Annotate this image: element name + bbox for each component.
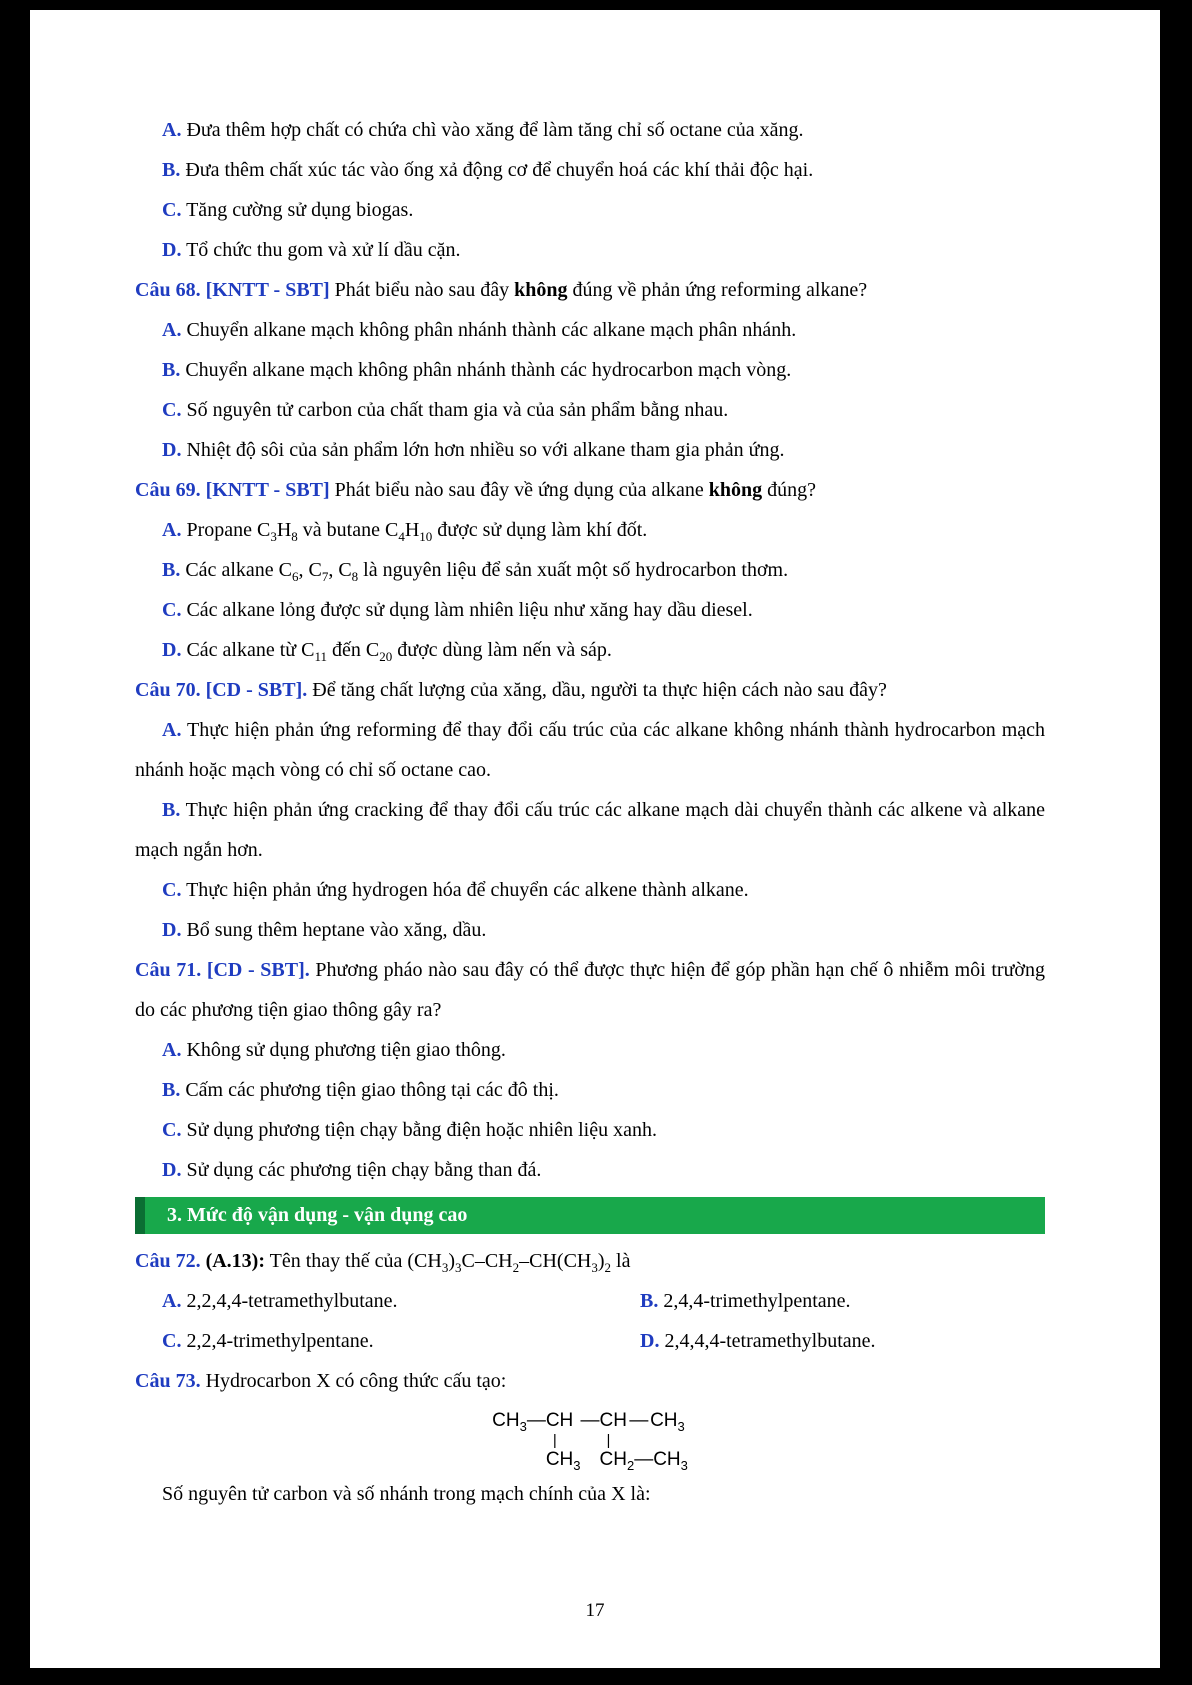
option-letter: B. xyxy=(162,1079,181,1101)
option-letter: D. xyxy=(162,239,182,261)
formula-group: CH xyxy=(599,1410,627,1431)
option-row xyxy=(135,110,1045,150)
option-text: Đưa thêm chất xúc tác vào ống xả động cơ để chuyển hoá các khí thải độc hại. xyxy=(185,159,814,181)
option-letter: B. xyxy=(162,359,181,381)
option-row xyxy=(135,710,1045,790)
option-row xyxy=(135,350,1045,390)
vertical-bond: | xyxy=(552,1432,557,1449)
question-stem-row xyxy=(135,950,1045,1030)
option-row xyxy=(135,630,1045,670)
formula-spacer xyxy=(650,1433,688,1448)
option-letter: D. xyxy=(162,1159,182,1181)
option-row xyxy=(135,510,1045,550)
question-stem-row xyxy=(135,670,1045,710)
option-letter: A. xyxy=(162,519,182,541)
options-two-col xyxy=(162,1281,1045,1361)
option-letter: A. xyxy=(162,1039,182,1061)
option-text: Thực hiện phản ứng hydrogen hóa để chuyển các alkene thành alkane. xyxy=(186,879,749,901)
vertical-bond: | xyxy=(606,1432,611,1449)
formula-spacer xyxy=(492,1433,527,1448)
formula-group: $CH_3$ xyxy=(650,1410,685,1434)
option-text: Chuyển alkane mạch không phân nhánh thành các hydrocarbon mạch vòng. xyxy=(185,359,792,381)
question-stem: Tên thay thế của $(CH_3)_3C-CH_2-CH(CH_3)_2$ là xyxy=(269,1250,631,1275)
formula-main-chain xyxy=(492,1409,688,1433)
option-row xyxy=(135,910,1045,950)
option-row xyxy=(640,1321,1045,1361)
option-letter: B. xyxy=(162,799,181,821)
option-letter: A. xyxy=(162,719,182,741)
page-number: 17 xyxy=(585,1600,605,1621)
question-stem-row xyxy=(135,1241,1045,1281)
option-letter: D. xyxy=(162,439,182,461)
option-letter: D. xyxy=(640,1330,660,1352)
option-text: Thực hiện phản ứng reforming để thay đổi cấu trúc của các alkane không nhánh thành hydrocarbon mạch nhánh hoặc mạch vòng có chỉ số octane cao. xyxy=(135,719,1045,781)
question-label: Câu 69. [KNTT - SBT] xyxy=(135,479,330,501)
question-label: Câu 68. [KNTT - SBT] xyxy=(135,279,330,301)
option-letter: C. xyxy=(162,199,182,221)
question-label: Câu 72. xyxy=(135,1250,201,1272)
question-label: Câu 71. [CD - SBT]. xyxy=(135,959,310,981)
formula-spacer xyxy=(629,1433,650,1448)
option-letter: B. xyxy=(162,559,181,581)
option-text: 2,4,4-trimethylpentane. xyxy=(663,1290,851,1312)
option-row xyxy=(135,550,1045,590)
formula-substituent: $CH_2—CH_3$ xyxy=(599,1449,688,1473)
bond-dash: — xyxy=(629,1410,649,1431)
formula-spacer xyxy=(527,1433,546,1448)
formula-spacer xyxy=(527,1448,546,1472)
question-stem-row xyxy=(135,270,1045,310)
option-text: Không sử dụng phương tiện giao thông. xyxy=(186,1039,506,1061)
bond-dash: — xyxy=(526,1410,546,1431)
page-content xyxy=(30,10,1160,1514)
option-row xyxy=(135,790,1045,870)
option-letter: A. xyxy=(162,1290,182,1312)
option-text: Nhiệt độ sôi của sản phẩm lớn hơn nhiều so với alkane tham gia phản ứng. xyxy=(186,439,785,461)
question-stem-row xyxy=(135,1361,1045,1401)
option-text: Tổ chức thu gom và xử lí dầu cặn. xyxy=(186,239,461,261)
formula-spacer xyxy=(581,1433,600,1448)
formula-spacer xyxy=(581,1448,600,1472)
option-row xyxy=(135,190,1045,230)
question-followup-text: Số nguyên tử carbon và số nhánh trong mạch chính của X là: xyxy=(162,1483,651,1505)
option-text: Chuyển alkane mạch không phân nhánh thành các alkane mạch phân nhánh. xyxy=(186,319,797,341)
option-row xyxy=(162,1281,640,1321)
option-row xyxy=(135,150,1045,190)
question-stem: Để tăng chất lượng của xăng, dầu, người ta thực hiện cách nào sau đây? xyxy=(312,679,887,701)
question-followup xyxy=(135,1474,1045,1514)
question-stem: Phát biểu nào sau đây về ứng dụng của alkane không đúng? xyxy=(334,479,816,501)
question-label: Câu 73. xyxy=(135,1370,201,1392)
option-letter: A. xyxy=(162,119,182,141)
option-letter: A. xyxy=(162,319,182,341)
option-letter: B. xyxy=(640,1290,659,1312)
formula-substituent-row xyxy=(492,1448,688,1472)
section-banner xyxy=(135,1197,1045,1234)
option-text: 2,2,4,4-tetramethylbutane. xyxy=(186,1290,398,1312)
option-text: Đưa thêm hợp chất có chứa chì vào xăng để làm tăng chỉ số octane của xăng. xyxy=(186,119,804,141)
option-row xyxy=(135,230,1045,270)
option-letter: D. xyxy=(162,639,182,661)
option-text: Propane $C_3H_8$ và butane $C_4H_{10}$ được sử dụng làm khí đốt. xyxy=(186,519,648,544)
option-letter: C. xyxy=(162,1119,182,1141)
option-row xyxy=(135,1030,1045,1070)
document-page xyxy=(30,10,1160,1668)
option-text: Sử dụng các phương tiện chạy bằng than đá. xyxy=(186,1159,542,1181)
option-row xyxy=(135,1150,1045,1190)
question-stem: Phương pháo nào sau đây có thể được thực hiện để góp phần hạn chế ô nhiễm môi trường do các phương tiện giao thông gây ra? xyxy=(135,959,1046,1021)
option-row xyxy=(135,430,1045,470)
option-text: 2,2,4-trimethylpentane. xyxy=(186,1330,374,1352)
option-letter: C. xyxy=(162,599,182,621)
option-letter: C. xyxy=(162,399,182,421)
option-text: Cấm các phương tiện giao thông tại các đô thị. xyxy=(185,1079,559,1101)
bond-dash: — xyxy=(580,1410,600,1431)
option-text: Số nguyên tử carbon của chất tham gia và của sản phẩm bằng nhau. xyxy=(186,399,729,421)
option-text: Sử dụng phương tiện chạy bằng điện hoặc nhiên liệu xanh. xyxy=(186,1119,657,1141)
option-letter: C. xyxy=(162,1330,182,1352)
formula-substituent: $CH_3$ xyxy=(545,1449,581,1473)
question-sublabel: (A.13): xyxy=(205,1250,266,1272)
option-letter: C. xyxy=(162,879,182,901)
option-row xyxy=(135,310,1045,350)
option-row xyxy=(135,1110,1045,1150)
option-text: Thực hiện phản ứng cracking để thay đổi cấu trúc các alkane mạch dài chuyển thành các alkene và alkane mạch ngắn hơn. xyxy=(135,799,1045,861)
option-row xyxy=(135,870,1045,910)
question-label: Câu 70. [CD - SBT]. xyxy=(135,679,308,701)
option-letter: D. xyxy=(162,919,182,941)
option-row xyxy=(135,390,1045,430)
option-letter: B. xyxy=(162,159,181,181)
option-text: Các alkane $C_6$, $C_7$, $C_8$ là nguyên liệu để sản xuất một số hydrocarbon thơm. xyxy=(185,559,789,584)
option-row xyxy=(640,1281,1045,1321)
formula-spacer xyxy=(492,1448,527,1472)
option-row xyxy=(135,590,1045,630)
formula-bond-row xyxy=(492,1433,688,1448)
section-banner-label: 3. Mức độ vận dụng - vận dụng cao xyxy=(167,1204,468,1226)
formula-group: $CH_3$ xyxy=(492,1410,527,1434)
option-text: 2,4,4,4-tetramethylbutane. xyxy=(664,1330,876,1352)
option-text: Bổ sung thêm heptane vào xăng, dầu. xyxy=(186,919,487,941)
option-text: Tăng cường sử dụng biogas. xyxy=(186,199,414,221)
option-text: Các alkane lỏng được sử dụng làm nhiên liệu như xăng hay dầu diesel. xyxy=(186,599,753,621)
question-stem: Hydrocarbon X có công thức cấu tạo: xyxy=(205,1370,507,1392)
formula-group: CH xyxy=(545,1410,574,1431)
question-stem: Phát biểu nào sau đây không đúng về phản ứng reforming alkane? xyxy=(334,279,868,301)
option-row xyxy=(135,1070,1045,1110)
option-text: Các alkane từ $C_{11}$ đến $C_{20}$ được dùng làm nến và sáp. xyxy=(186,639,612,664)
question-stem-row xyxy=(135,470,1045,510)
structural-formula-table xyxy=(492,1409,688,1472)
option-row xyxy=(162,1321,640,1361)
structural-formula xyxy=(135,1409,1045,1472)
